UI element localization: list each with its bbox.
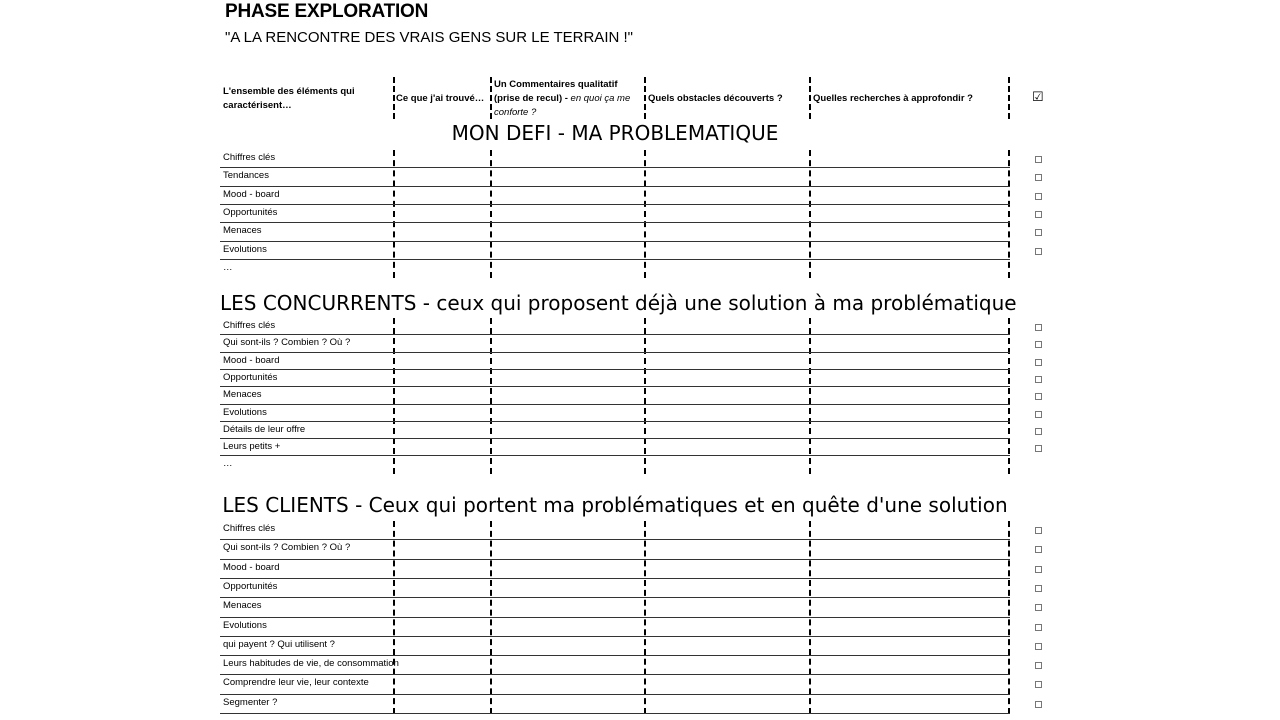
row-label: Menaces <box>223 225 262 237</box>
row-checkbox[interactable] <box>1035 174 1042 181</box>
row-separator <box>220 386 1010 387</box>
row-checkbox[interactable] <box>1035 324 1042 331</box>
row-checkbox[interactable] <box>1035 411 1042 418</box>
row-label: Menaces <box>223 600 262 612</box>
row-separator <box>220 204 1010 205</box>
row-checkbox[interactable] <box>1035 604 1042 611</box>
row-separator <box>220 674 1010 675</box>
row-label: Qui sont-ils ? Combien ? Où ? <box>223 337 351 349</box>
row-separator <box>220 186 1010 187</box>
row-separator <box>220 421 1010 422</box>
row-label: Mood - board <box>223 188 280 200</box>
column-divider <box>490 318 492 474</box>
row-separator <box>220 167 1010 168</box>
header-comment-bold: Un Commentaires qualitatif (prise de recul) - <box>494 79 618 104</box>
row-checkbox[interactable] <box>1035 428 1042 435</box>
row-separator <box>220 655 1010 656</box>
column-divider <box>393 521 395 714</box>
row-separator <box>220 578 1010 579</box>
row-separator <box>220 694 1010 695</box>
row-label: qui payent ? Qui utilisent ? <box>223 638 335 650</box>
section-title: LES CLIENTS - Ceux qui portent ma problématiques et en quête d'une solution <box>222 493 1008 517</box>
row-checkbox[interactable] <box>1035 585 1042 592</box>
row-checkbox[interactable] <box>1035 359 1042 366</box>
column-divider <box>490 521 492 714</box>
header-divider <box>809 77 811 119</box>
row-label: … <box>223 458 233 470</box>
section-title: MON DEFI - MA PROBLEMATIQUE <box>451 121 779 145</box>
row-label: … <box>223 261 233 273</box>
row-separator <box>220 241 1010 242</box>
row-checkbox[interactable] <box>1035 701 1042 708</box>
row-label: Evolutions <box>223 243 267 255</box>
header-divider <box>1008 77 1010 119</box>
row-separator <box>220 713 1010 714</box>
row-label: Détails de leur offre <box>223 423 306 435</box>
row-label: Menaces <box>223 389 262 401</box>
row-separator <box>220 559 1010 560</box>
header-checkbox-icon: ☑ <box>1032 89 1044 104</box>
row-checkbox[interactable] <box>1035 624 1042 631</box>
row-label: Opportunités <box>223 206 278 218</box>
row-separator <box>220 636 1010 637</box>
row-label: Mood - board <box>223 561 280 573</box>
row-label: Leurs petits + <box>223 441 281 453</box>
column-divider <box>1008 521 1010 714</box>
row-separator <box>220 438 1010 439</box>
row-checkbox[interactable] <box>1035 566 1042 573</box>
row-checkbox[interactable] <box>1035 376 1042 383</box>
column-divider <box>809 521 811 714</box>
row-label: Tendances <box>223 170 269 182</box>
document-subtitle: "A LA RENCONTRE DES VRAIS GENS SUR LE TERRAIN !" <box>225 29 633 46</box>
row-checkbox[interactable] <box>1035 546 1042 553</box>
row-label: Leurs habitudes de vie, de consommation <box>223 658 399 670</box>
row-checkbox[interactable] <box>1035 445 1042 452</box>
section-title: LES CONCURRENTS - ceux qui proposent déjà une solution à ma problématique <box>220 291 1017 315</box>
header-obstacles: Quels obstacles découverts ? <box>648 93 783 104</box>
row-checkbox[interactable] <box>1035 681 1042 688</box>
row-label: Opportunités <box>223 371 278 383</box>
row-label: Evolutions <box>223 619 267 631</box>
row-checkbox[interactable] <box>1035 211 1042 218</box>
row-checkbox[interactable] <box>1035 527 1042 534</box>
header-divider <box>393 77 395 119</box>
header-divider <box>490 77 492 119</box>
row-separator <box>220 352 1010 353</box>
row-checkbox[interactable] <box>1035 393 1042 400</box>
row-checkbox[interactable] <box>1035 643 1042 650</box>
row-separator <box>220 369 1010 370</box>
row-label: Qui sont-ils ? Combien ? Où ? <box>223 542 351 554</box>
row-checkbox[interactable] <box>1035 248 1042 255</box>
row-checkbox[interactable] <box>1035 341 1042 348</box>
column-divider <box>644 318 646 474</box>
header-found: Ce que j'ai trouvé… <box>396 93 485 104</box>
row-checkbox[interactable] <box>1035 193 1042 200</box>
column-divider <box>809 318 811 474</box>
header-divider <box>644 77 646 119</box>
row-checkbox[interactable] <box>1035 156 1042 163</box>
row-label: Mood - board <box>223 354 280 366</box>
header-comment-italic: en quoi ça me conforte ? <box>494 93 631 118</box>
row-separator <box>220 539 1010 540</box>
header-comment <box>494 77 642 121</box>
row-checkbox[interactable] <box>1035 229 1042 236</box>
row-label: Segmenter ? <box>223 696 278 708</box>
column-divider <box>644 521 646 714</box>
row-label: Chiffres clés <box>223 320 276 331</box>
row-separator <box>220 617 1010 618</box>
row-separator <box>220 334 1010 335</box>
row-label: Chiffres clés <box>223 523 276 534</box>
row-separator <box>220 455 1010 456</box>
document-title: PHASE EXPLORATION <box>225 1 429 22</box>
row-checkbox[interactable] <box>1035 662 1042 669</box>
row-separator <box>220 404 1010 405</box>
row-separator <box>220 222 1010 223</box>
column-divider <box>1008 318 1010 474</box>
row-label: Chiffres clés <box>223 152 276 163</box>
row-label: Comprendre leur vie, leur contexte <box>223 677 369 689</box>
row-separator <box>220 597 1010 598</box>
row-label: Evolutions <box>223 406 267 418</box>
header-research: Quelles recherches à approfondir ? <box>813 93 973 104</box>
header-elements: L'ensemble des éléments qui caractérisent… <box>223 86 355 111</box>
row-label: Opportunités <box>223 580 278 592</box>
row-separator <box>220 259 1010 260</box>
column-divider <box>393 318 395 474</box>
